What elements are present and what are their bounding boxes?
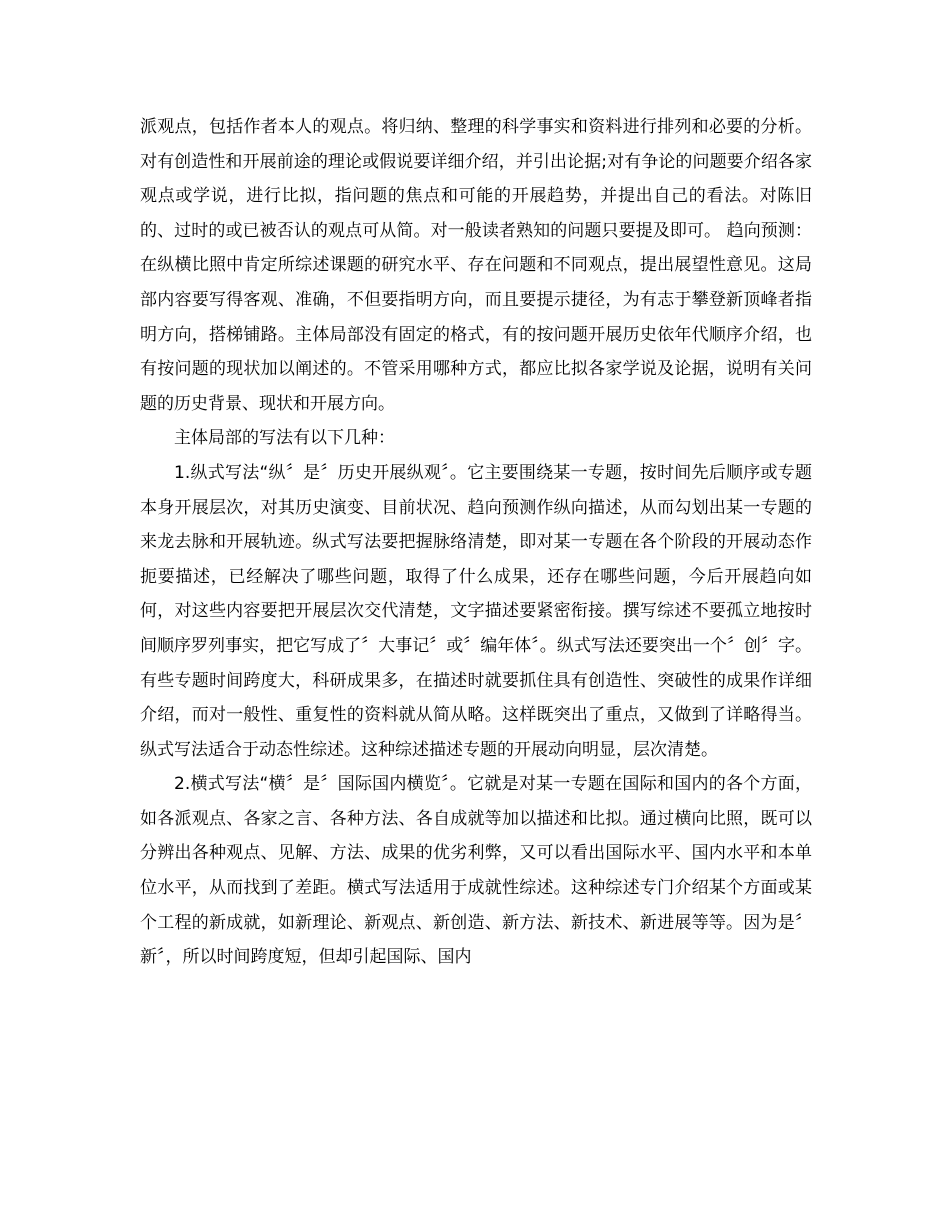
paragraph-methods-intro: 主体局部的写法有以下几种： [174, 428, 395, 449]
document-body [140, 110, 812, 975]
paragraph-horizontal-method: 2.横式写法“横〞是〞国际国内横览〞。它就是对某一专题在国际和国内的各个方面，如各派观点、各家之言、各种方法、各自成就等加以描述和比拟。通过横向比照，既可以分辨出各种观点、见解、方法、成果的优劣利弊，又可以看出国际水平、国内水平和本单位水平，从而找到了差距。横式写法适用于成就性综述。这种综述专门介绍某个方面或某个工程的新成就，如新理论、新观点、新创造、新方法、新技术、新进展等等。因为是〞新〞，所以时间跨度短，但却引起国际、国内 [140, 774, 812, 968]
paragraph-continuation: 派观点，包括作者本人的观点。将归纳、整理的科学事实和资料进行排列和必要的分析。对有创造性和开展前途的理论或假说要详细介绍，并引出论据;对有争论的问题要介绍各家观点或学说，进行比拟，指问题的焦点和可能的开展趋势，并提出自己的看法。对陈旧的、过时的或已被否认的观点可从简。对一般读者熟知的问题只要提及即可。 趋向预测：在纵横比照中肯定所综述课题的研究水平、存在问题和不同观点，提出展望性意见。这局部内容要写得客观、准确，不但要指明方向，而且要提示捷径，为有志于攀登新顶峰者指明方向，搭梯铺路。主体局部没有固定的格式，有的按问题开展历史依年代顺序介绍，也有按问题的现状加以阐述的。不管采用哪种方式，都应比拟各家学说及论据，说明有关问题的历史背景、现状和开展方向。 [140, 117, 812, 414]
paragraph-vertical-method: 1.纵式写法“纵〞是〞历史开展纵观〞。它主要围绕某一专题，按时间先后顺序或专题本身开展层次，对其历史演变、目前状况、趋向预测作纵向描述，从而勾划出某一专题的来龙去脉和开展轨迹。纵式写法要把握脉络清楚，即对某一专题在各个阶段的开展动态作扼要描述，已经解决了哪些问题，取得了什么成果，还存在哪些问题，今后开展趋向如何，对这些内容要把开展层次交代清楚，文字描述要紧密衔接。撰写综述不要孤立地按时间顺序罗列事实，把它写成了〞大事记〞或〞编年体〞。纵式写法还要突出一个〞创〞字。有些专题时间跨度大，科研成果多，在描述时就要抓住具有创造性、突破性的成果作详细介绍，而对一般性、重复性的资料就从简从略。这样既突出了重点，又做到了详略得当。纵式写法适合于动态性综述。这种综述描述专题的开展动向明显，层次清楚。 [140, 462, 812, 760]
